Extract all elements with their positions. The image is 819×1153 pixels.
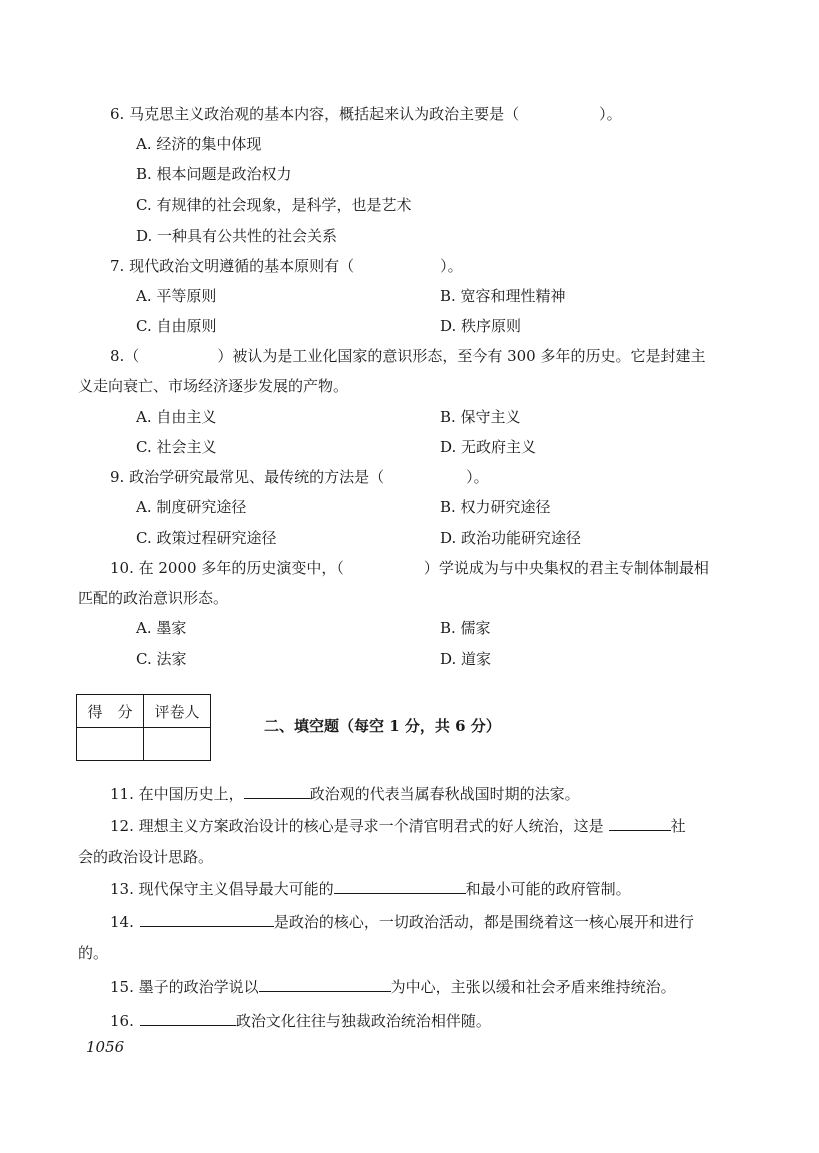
question-16-text: 政治文化往往与独裁政治统治相伴随。 — [235, 1012, 491, 1030]
question-10-option-d: D. 道家 — [440, 650, 492, 668]
question-8-open: 8.（ — [110, 347, 140, 365]
question-15 — [110, 977, 676, 997]
question-11-text-2: 政治观的代表当属春秋战国时期的法家。 — [309, 785, 580, 803]
question-8-continuation: 义走向衰亡、市场经济逐步发展的产物。 — [78, 377, 349, 395]
question-6-text: 6. 马克思主义政治观的基本内容，概括起来认为政治主要是（ — [110, 105, 520, 123]
question-9-option-b: B. 权力研究途径 — [440, 498, 551, 516]
score-cell[interactable] — [77, 728, 144, 761]
question-14-number: 14. — [110, 913, 134, 931]
question-7-option-c: C. 自由原则 — [136, 317, 217, 335]
answer-blank[interactable] — [244, 784, 310, 799]
question-7-stem — [110, 256, 463, 276]
question-10-text-2: ）学说成为与中央集权的君主专制体制最相 — [423, 559, 709, 577]
question-11-text: 11. 在中国历史上， — [110, 785, 244, 803]
question-9-option-a: A. 制度研究途径 — [136, 498, 247, 516]
question-6-option-c: C. 有规律的社会现象，是科学，也是艺术 — [136, 196, 412, 214]
question-14-continuation: 的。 — [78, 944, 109, 962]
question-13-text: 13. 现代保守主义倡导最大可能的 — [110, 880, 334, 898]
question-16-number: 16. — [110, 1012, 134, 1030]
question-9-text: 9. 政治学研究最常见、最传统的方法是（ — [110, 468, 385, 486]
question-9-option-d: D. 政治功能研究途径 — [440, 529, 582, 547]
answer-blank[interactable] — [334, 879, 466, 894]
answer-blank[interactable] — [259, 977, 391, 992]
grader-header: 评卷人 — [144, 695, 211, 728]
question-15-text-2: 为中心，主张以缓和社会矛盾来维持统治。 — [390, 978, 676, 996]
score-header: 得 分 — [77, 695, 144, 728]
question-13-text-2: 和最小可能的政府管制。 — [465, 880, 631, 898]
question-7-text: 7. 现代政治文明遵循的基本原则有（ — [110, 257, 355, 275]
question-10-option-a: A. 墨家 — [136, 619, 187, 637]
question-6-close: ）。 — [599, 105, 622, 123]
answer-blank[interactable] — [140, 1011, 236, 1026]
question-12-continuation: 会的政治设计思路。 — [78, 848, 214, 866]
question-9-close: ）。 — [466, 468, 489, 486]
score-table — [76, 694, 211, 761]
question-7-option-a: A. 平等原则 — [136, 287, 217, 305]
question-6-option-d: D. 一种具有公共性的社会关系 — [136, 227, 338, 245]
question-8-option-b: B. 保守主义 — [440, 408, 521, 426]
question-12 — [110, 816, 686, 836]
question-10-text: 10. 在 2000 多年的历史演变中，（ — [110, 559, 344, 577]
question-9-stem — [110, 467, 489, 487]
answer-blank[interactable] — [609, 816, 671, 831]
answer-blank[interactable] — [140, 912, 274, 927]
question-13 — [110, 879, 631, 899]
question-11 — [110, 784, 580, 804]
question-10-option-b: B. 儒家 — [440, 619, 491, 637]
question-14 — [110, 912, 694, 932]
question-10-continuation: 匹配的政治意识形态。 — [78, 589, 229, 607]
question-9-option-c: C. 政策过程研究途径 — [136, 529, 277, 547]
grader-cell[interactable] — [144, 728, 211, 761]
question-8-option-c: C. 社会主义 — [136, 438, 217, 456]
question-15-text: 15. 墨子的政治学说以 — [110, 978, 259, 996]
question-8-option-d: D. 无政府主义 — [440, 438, 537, 456]
question-10-stem — [110, 558, 709, 578]
question-6-option-b: B. 根本问题是政治权力 — [136, 165, 292, 183]
question-7-option-d: D. 秩序原则 — [440, 317, 522, 335]
question-8-stem — [110, 346, 705, 366]
question-10-option-c: C. 法家 — [136, 650, 187, 668]
question-6-stem — [110, 104, 622, 124]
page-number: 1056 — [86, 1038, 125, 1056]
section-title: 二、填空题（每空 1 分，共 6 分） — [264, 717, 501, 735]
question-6-option-a: A. 经济的集中体现 — [136, 135, 262, 153]
question-12-text: 12. 理想主义方案政治设计的核心是寻求一个清官明君式的好人统治，这是 — [110, 817, 604, 835]
question-16 — [110, 1011, 491, 1031]
question-7-close: ）。 — [440, 257, 463, 275]
question-12-text-2: 社 — [670, 817, 686, 835]
question-14-text: 是政治的核心，一切政治活动，都是围绕着这一核心展开和进行 — [273, 913, 694, 931]
question-8-text: ）被认为是工业化国家的意识形态，至今有 300 多年的历史。它是封建主 — [217, 347, 706, 365]
question-7-option-b: B. 宽容和理性精神 — [440, 287, 566, 305]
question-8-option-a: A. 自由主义 — [136, 408, 217, 426]
